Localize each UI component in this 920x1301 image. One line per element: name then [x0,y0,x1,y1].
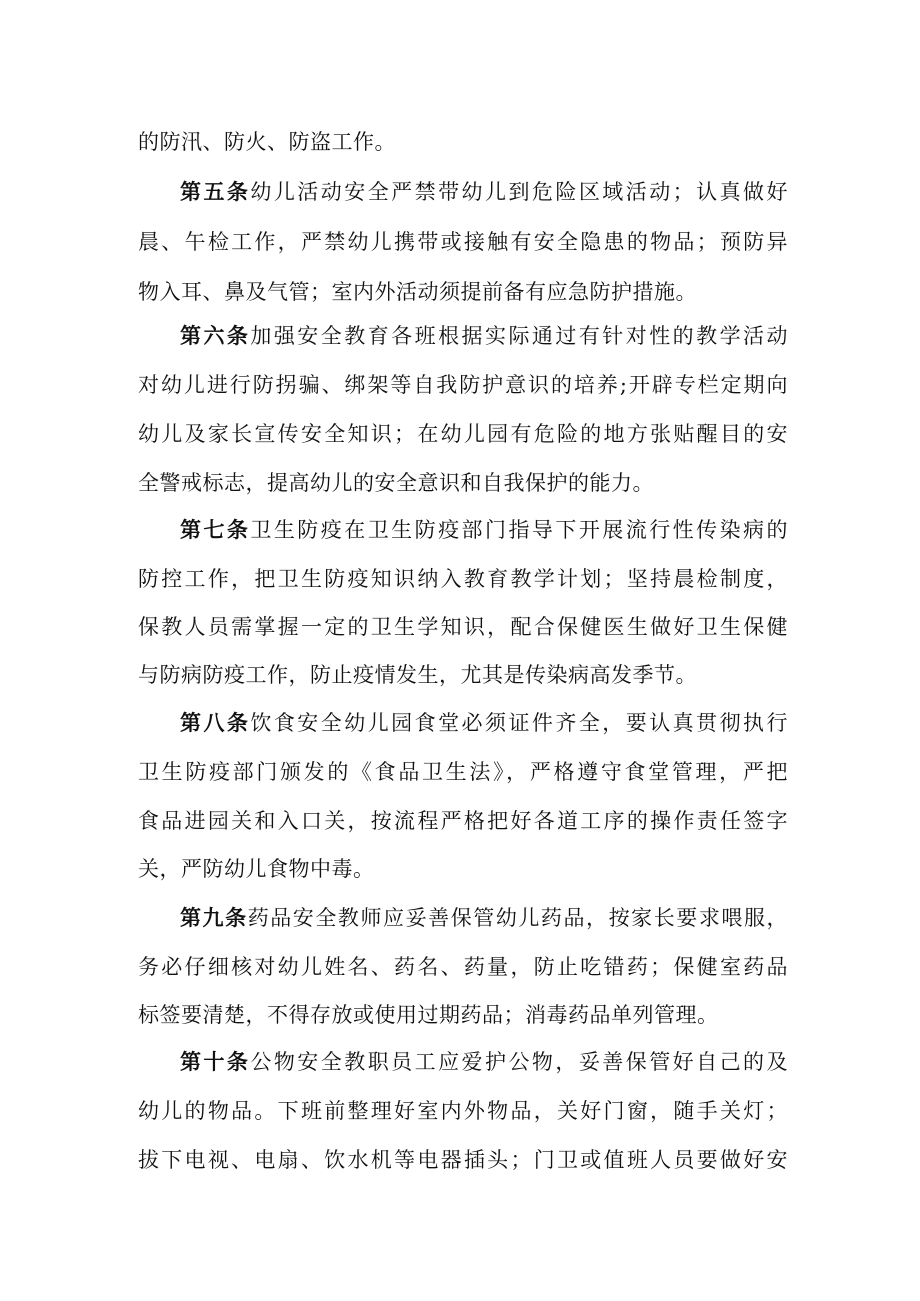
paragraph-line [138,806,788,836]
paragraph-line [180,1047,788,1077]
line-text: 卫生防疫在卫生防疫部门指导下开展流行性传染病的 [250,518,789,542]
line-text: 全警戒标志，提高幼儿的安全意识和自我保护的能力。 [138,471,654,495]
article-title: 第七条 [180,518,251,542]
paragraph-line [138,468,788,498]
line-text: 务必仔细核对幼儿姓名、药名、药量，防止吃错药；保健室药品 [138,955,788,979]
paragraph-line [138,757,788,787]
paragraph-line [138,227,788,257]
line-text: 的防汛、防火、防盗工作。 [138,130,396,154]
line-text: 防控工作，把卫生防疫知识纳入教育教学计划；坚持晨检制度， [138,567,788,591]
paragraph-line [180,515,788,545]
paragraph-line [180,177,788,207]
line-text: 拔下电视、电扇、饮水机等电器插头；门卫或值班人员要做好安 [138,1148,788,1172]
paragraph-line [138,1000,788,1030]
line-text: 幼儿活动安全严禁带幼儿到危险区域活动；认真做好 [250,180,789,204]
line-text: 物入耳、鼻及气管；室内外活动须提前备有应急防护措施。 [138,280,697,304]
line-text: 加强安全教育各班根据实际通过有针对性的教学活动 [250,324,789,348]
line-text: 与防病防疫工作，防止疫情发生，尤其是传染病高发季节。 [138,663,697,687]
paragraph-line [180,903,788,933]
paragraph-line [138,564,788,594]
line-text: 饮食安全幼儿园食堂必须证件齐全，要认真贯彻执行 [250,711,789,735]
article-title: 第十条 [180,1050,251,1074]
paragraph-line [180,708,788,738]
paragraph-line [138,660,788,690]
line-text: 幼儿的物品。下班前整理好室内外物品，关好门窗，随手关灯； [138,1099,788,1123]
line-text: 晨、午检工作，严禁幼儿携带或接触有安全隐患的物品；预防异 [138,230,788,254]
line-text: 卫生防疫部门颁发的《食品卫生法》，严格遵守食堂管理，严把 [138,760,788,784]
line-text: 公物安全教职员工应爱护公物，妥善保管好自己的及 [250,1050,789,1074]
paragraph-line [138,1096,788,1126]
line-text: 幼儿及家长宣传安全知识；在幼儿园有危险的地方张贴醒目的安 [138,422,788,446]
line-text: 食品进园关和入口关，按流程严格把好各道工序的操作责任签字 [138,809,788,833]
article-title: 第九条 [180,906,248,930]
paragraph-line [138,1145,788,1175]
article-title: 第五条 [180,180,251,204]
paragraph-line [138,127,788,157]
line-text: 标签要清楚，不得存放或使用过期药品；消毒药品单列管理。 [138,1003,719,1027]
paragraph-line [180,321,788,351]
line-text: 药品安全教师应妥善保管幼儿药品，按家长要求喂服， [247,906,789,930]
paragraph-line [138,419,788,449]
paragraph-line [138,612,788,642]
line-text: 对幼儿进行防拐骗、绑架等自我防护意识的培养;开辟专栏定期向 [138,373,788,397]
paragraph-line [138,952,788,982]
line-text: 关，严防幼儿食物中毒。 [138,857,375,881]
article-title: 第八条 [180,711,251,735]
paragraph-line [138,370,788,400]
paragraph-line [138,277,788,307]
article-title: 第六条 [180,324,251,348]
line-text: 保教人员需掌握一定的卫生学知识，配合保健医生做好卫生保健 [138,615,788,639]
paragraph-line [138,854,788,884]
